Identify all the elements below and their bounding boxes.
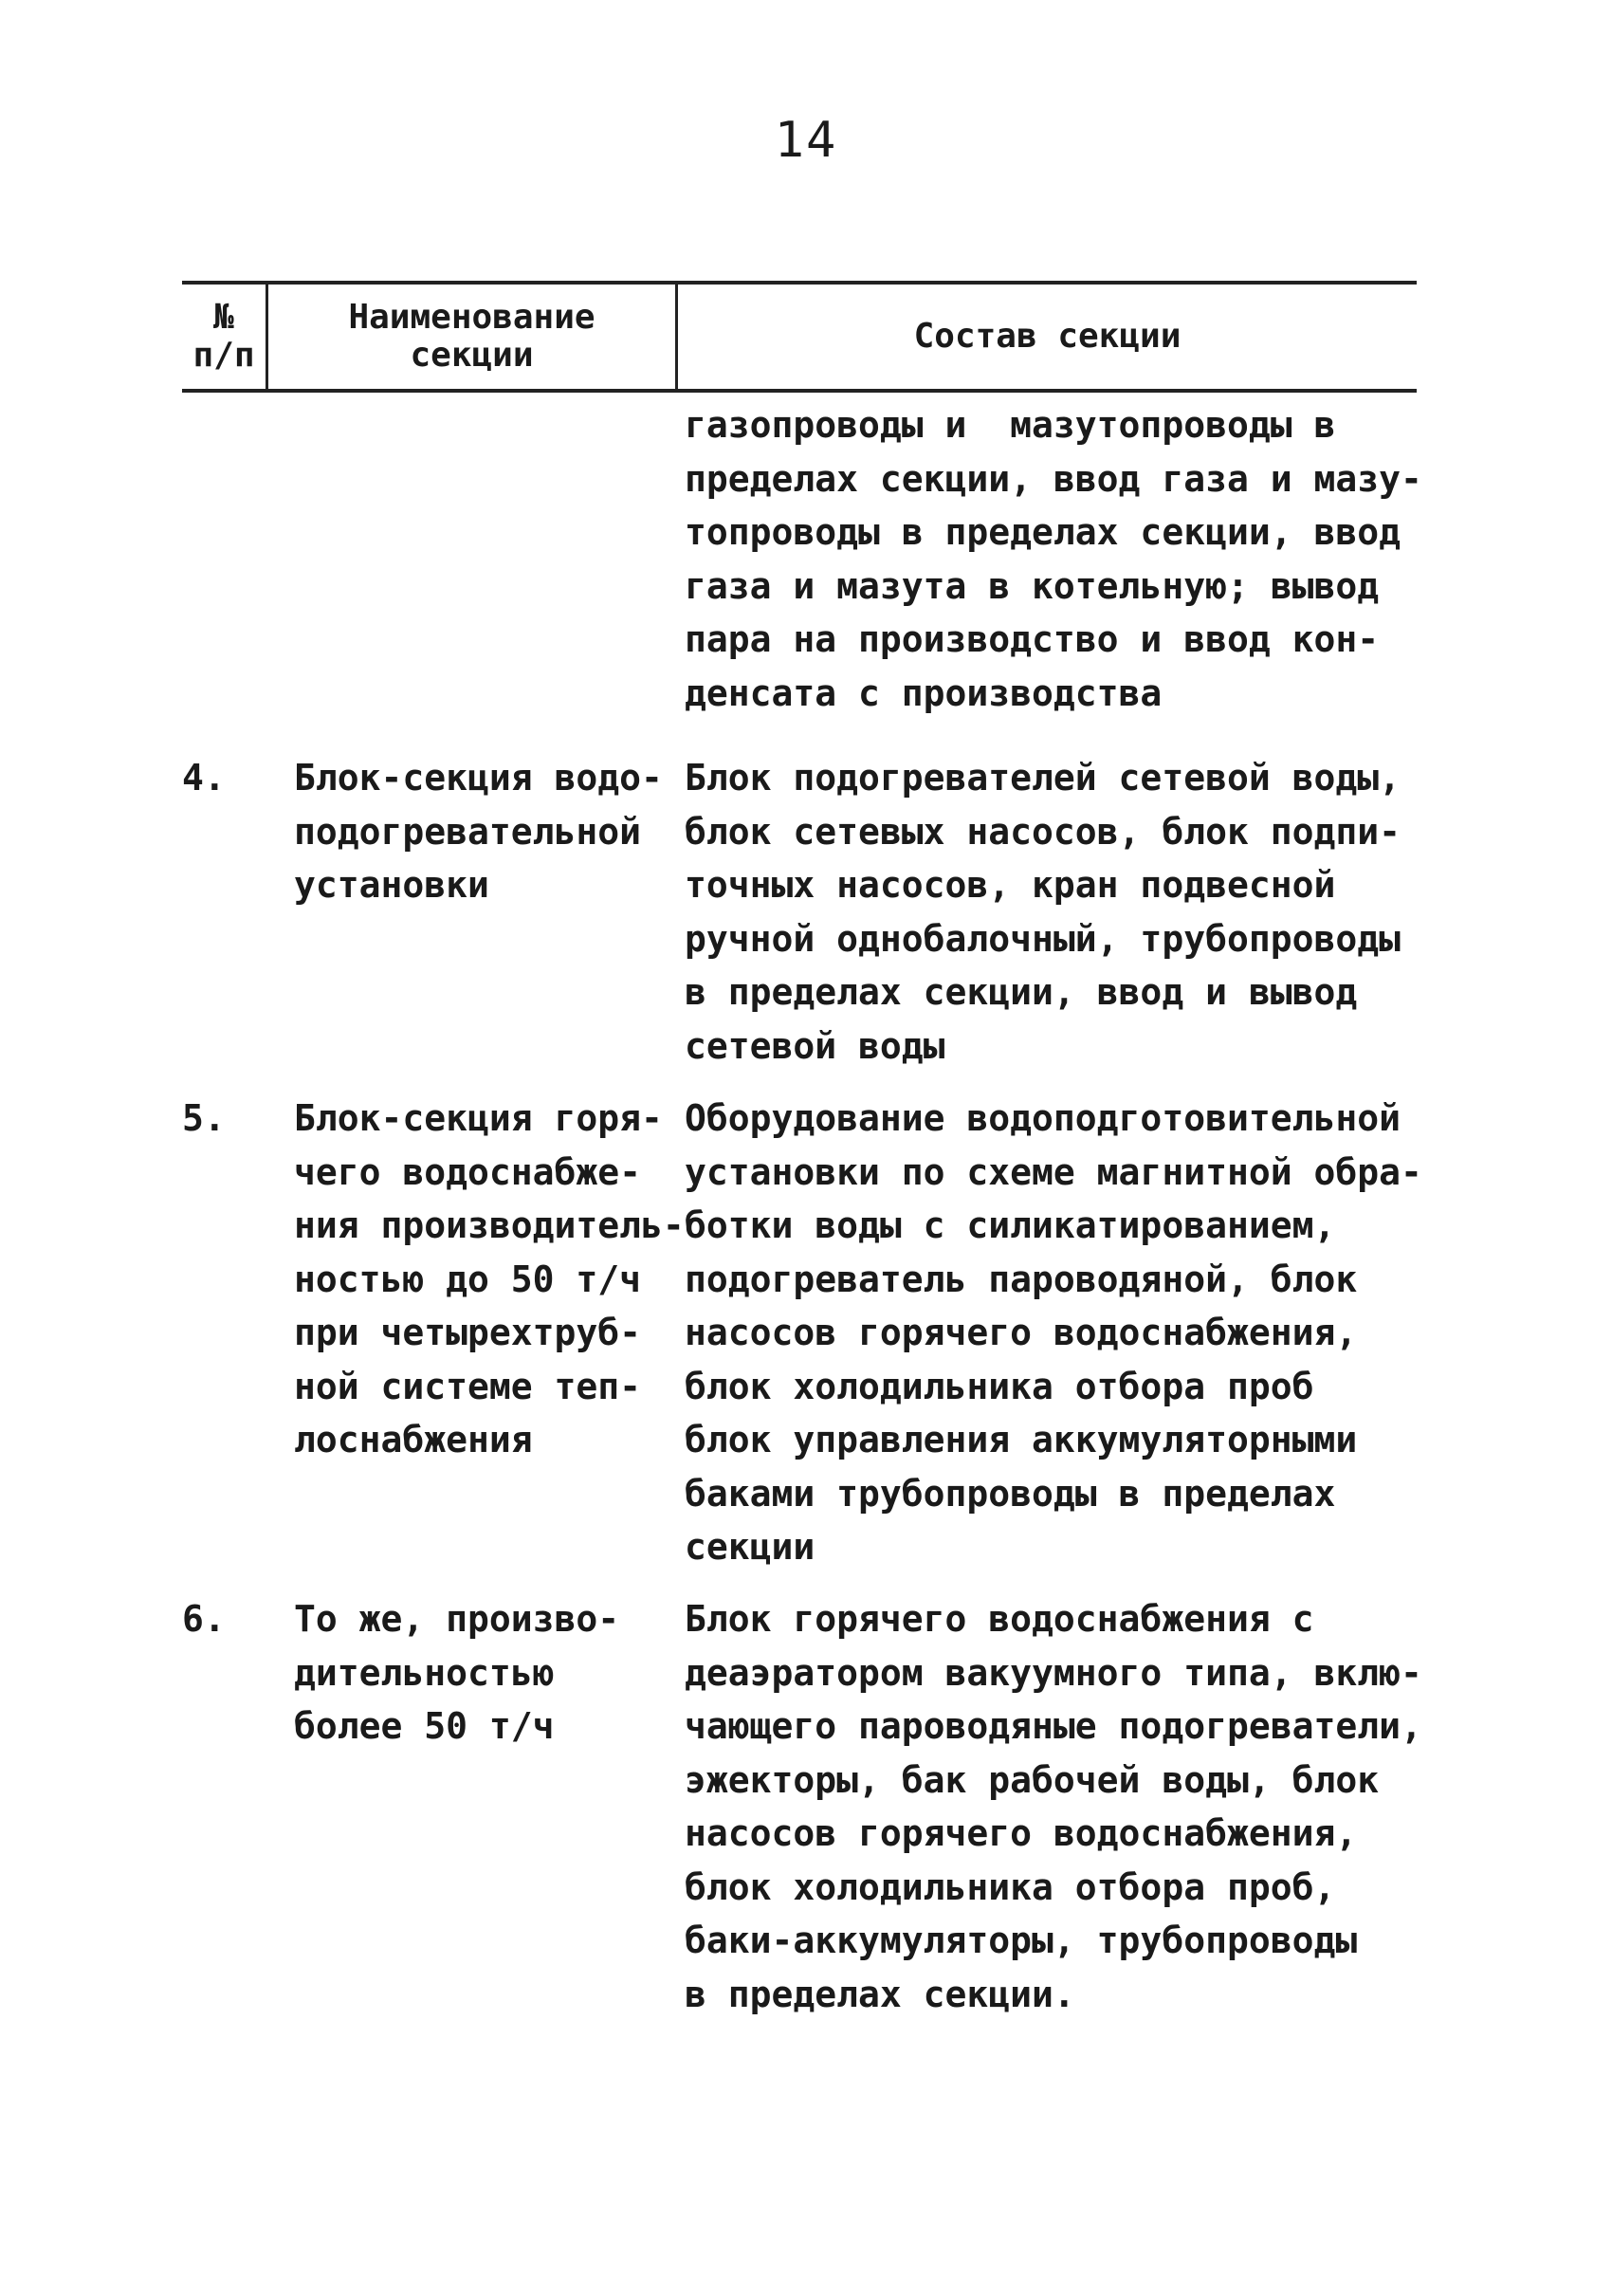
- header-number: [182, 285, 266, 389]
- header-number-label: № п/п: [192, 298, 255, 375]
- page-number: 14: [774, 112, 838, 169]
- row-section-composition: Оборудование водоподготовительной установки по схеме магнитной обра- ботки воды с силикатированием, подогреватель пароводяной, блок насосов горячего водоснабжения, блок холодильника отбора проб блок управления аккумуляторными баками трубопроводы в пределах секции: [685, 1097, 1422, 1568]
- row-number: 6.: [182, 1598, 226, 1640]
- table-row: [182, 751, 1434, 1092]
- header-section-name: [268, 285, 675, 389]
- row-section-composition: Блок подогревателей сетевой воды, блок сетевых насосов, блок подпи- точных насосов, кран подвесной ручной однобалочный, трубопроводы в пределах секции, ввод и вывод сетевой воды: [685, 757, 1401, 1067]
- header-section-composition: [678, 285, 1417, 389]
- table-row: [182, 1092, 1434, 1592]
- table-row: [182, 1592, 1434, 2029]
- header-section-name-label: Наименование секции: [348, 298, 595, 375]
- header-section-composition-label: Состав секции: [913, 317, 1182, 356]
- row-section-name: Блок-секция водо- подогревательной установки: [294, 757, 663, 906]
- table-header: [182, 281, 1417, 393]
- row-section-composition: газопроводы и мазутопроводы в пределах секции, ввод газа и мазу- топроводы в пределах секции, ввод газа и мазута в котельную; вывод пара на производство и ввод кон- денсата с производства: [685, 404, 1422, 714]
- row-number: 5.: [182, 1097, 226, 1139]
- table-row: [182, 398, 1434, 751]
- row-section-composition: Блок горячего водоснабжения с деаэратором вакуумного типа, вклю- чающего пароводяные подогреватели, эжекторы, бак рабочей воды, блок насосов горячего водоснабжения, блок холодильника отбора проб, баки-аккумуляторы, трубопроводы в пределах секции.: [685, 1598, 1422, 2015]
- row-number: 4.: [182, 757, 226, 799]
- table-body: [182, 398, 1434, 2029]
- row-section-name: То же, произво- дительностью более 50 т/ч: [294, 1598, 620, 1747]
- row-section-name: Блок-секция горя- чего водоснабже- ния производитель- ностью до 50 т/ч при четырехтруб- ной системе теп- лоснабжения: [294, 1097, 685, 1460]
